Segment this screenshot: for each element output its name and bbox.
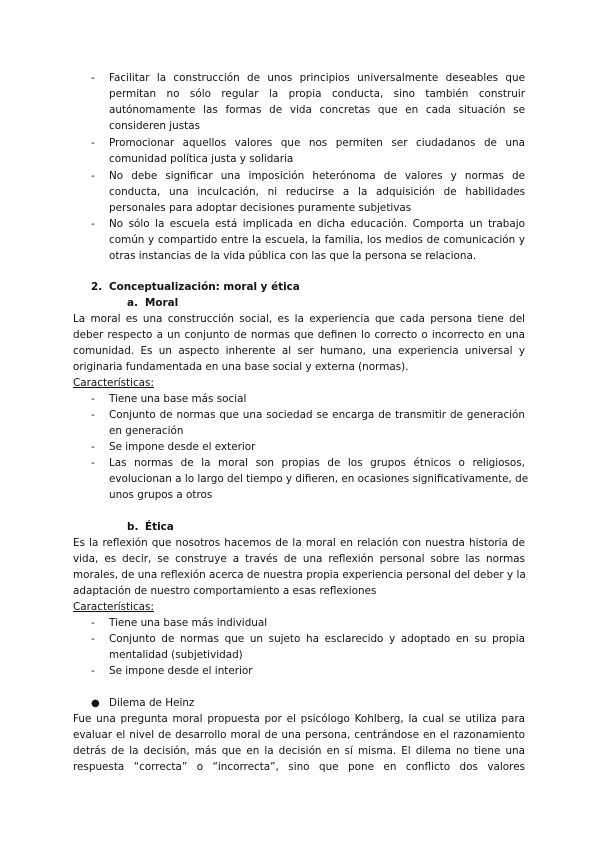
list-dash: -	[91, 665, 95, 677]
list-item-line: en generación	[109, 425, 184, 437]
list-item-line: Se impone desde el interior	[109, 665, 253, 677]
list-item-line: Tiene una base más social	[109, 393, 247, 405]
subsection-title: Moral	[145, 297, 179, 309]
list-item-line: Promocionar aquellos valores que nos permiten ser ciudadanos de una	[109, 137, 525, 149]
list-dash: -	[91, 170, 95, 182]
list-dash: -	[91, 72, 95, 84]
list-item-line: No sólo la escuela está implicada en dicha educación. Comporta un trabajo	[109, 218, 525, 230]
paragraph-line: adaptación de nuestro comportamiento a esas reflexiones	[73, 585, 377, 597]
section-number: 2.	[91, 281, 103, 293]
list-item-line: autónomamente las formas de vida concretas que en cada situación se	[109, 104, 525, 116]
list-item-line: común y compartido entre la escuela, la familia, los medios de comunicación y	[109, 234, 525, 246]
list-dash: -	[91, 457, 95, 469]
list-item-line: mentalidad (subjetividad)	[109, 649, 243, 661]
paragraph-line: originaria fundamentada en una base social y externa (normas).	[73, 361, 409, 373]
list-dash: -	[91, 409, 95, 421]
paragraph-line: Fue una pregunta moral propuesta por el psicólogo Kohlberg, la cual se utiliza para	[73, 713, 525, 725]
list-item-line: Tiene una base más individual	[109, 617, 268, 629]
characteristics-label: Características:	[73, 377, 154, 389]
list-item-line: Las normas de la moral son propias de los grupos étnicos o religiosos,	[109, 457, 525, 469]
list-item-line: No debe significar una imposición heterónoma de valores y normas de	[109, 170, 525, 182]
subsection-title: Ética	[145, 521, 174, 533]
list-item-line: personales para adoptar decisiones puramente subjetivas	[109, 202, 412, 214]
list-item-line: otras instancias de la vida pública con las que la persona se relaciona.	[109, 250, 477, 262]
list-item-line: Conjunto de normas que un sujeto ha esclarecido y adoptado en su propia	[109, 633, 525, 645]
subsection-letter: b.	[127, 521, 139, 533]
list-dash: -	[91, 218, 95, 230]
list-dash: -	[91, 633, 95, 645]
paragraph-line: detrás de la decisión, más que en la decisión en sí misma. El dilema no tiene una	[73, 745, 525, 757]
subsection-letter: a.	[127, 297, 138, 309]
list-item-line: comunidad política justa y solidaria	[109, 153, 294, 165]
list-dash: -	[91, 137, 95, 149]
list-dash: -	[91, 393, 95, 405]
list-item-line: Facilitar la construcción de unos principios universalmente deseables que	[109, 72, 525, 84]
list-item-line: unos grupos a otros	[109, 489, 213, 501]
paragraph-line: deber respecto a un conjunto de normas que definen lo correcto o incorrecto en una	[73, 329, 525, 341]
list-item-line: evolucionan a lo largo del tiempo y difieren, en ocasiones significativamente, de	[109, 473, 529, 485]
paragraph-line: morales, de una reflexión acerca de nuestra propia experiencia personal del deber y la	[73, 569, 526, 581]
paragraph-line: Es la reflexión que nosotros hacemos de la moral en relación con nuestra historia de	[73, 537, 525, 549]
characteristics-label: Características:	[73, 601, 154, 613]
list-item-line: Se impone desde el exterior	[109, 441, 256, 453]
paragraph-line: respuesta “correcta” o “incorrecta”, sino que pone en conflicto dos valores	[73, 761, 525, 773]
list-dash: -	[91, 441, 95, 453]
bullet-icon: ●	[91, 698, 100, 709]
paragraph-line: vida, es decir, se construye a través de una reflexión personal sobre las normas	[73, 553, 525, 565]
bullet-title: Dilema de Heinz	[109, 697, 195, 709]
list-item-line: conducta, una inculcación, ni reducirse a la adquisición de habilidades	[109, 186, 525, 198]
list-item-line: permitan no sólo regular la propia conducta, sino también construir	[109, 88, 525, 100]
section-title: Conceptualización: moral y ética	[109, 281, 300, 293]
paragraph-line: evaluar el nivel de desarrollo moral de una persona, centrándose en el razonamiento	[73, 729, 525, 741]
list-item-line: Conjunto de normas que una sociedad se encarga de transmitir de generación	[109, 409, 525, 421]
paragraph-line: comunidad. Es un aspecto inherente al ser humano, una experiencia universal y	[73, 345, 525, 357]
paragraph-line: La moral es una construcción social, es la experiencia que cada persona tiene del	[73, 313, 525, 325]
list-dash: -	[91, 617, 95, 629]
list-item-line: consideren justas	[109, 120, 201, 132]
